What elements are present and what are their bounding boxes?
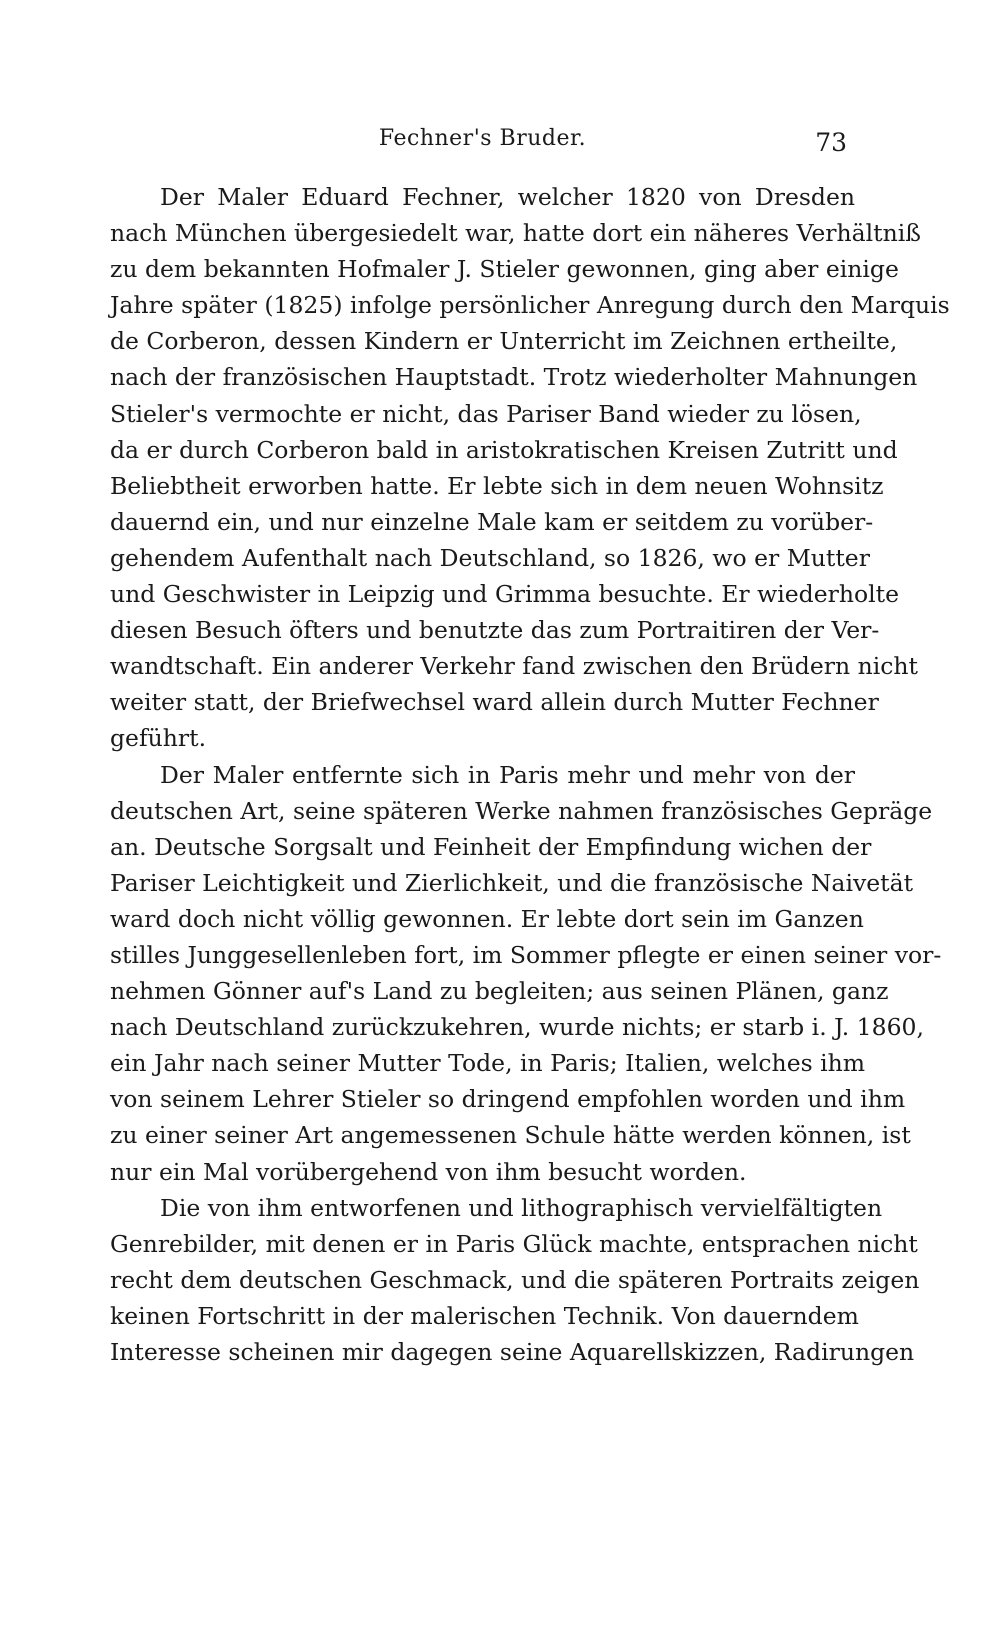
page-number: 73 [815,128,847,157]
text-line: zu dem bekannten Hofmaler J. Stieler gewonnen, ging aber einige [110,255,899,284]
text-line: von seinem Lehrer Stieler so dringend empfohlen worden und ihm [110,1085,906,1114]
running-head [110,126,855,160]
body-text [110,179,950,1370]
text-line: Pariser Leichtigkeit und Zierlichkeit, und die französische Naivetät [110,868,914,897]
text-line: Genrebilder, mit denen er in Paris Glück machte, entsprachen nicht [110,1229,918,1258]
text-line: zu einer seiner Art angemessenen Schule hätte werden können, ist [110,1121,911,1150]
text-line: Die von ihm entworfenen und lithographisch vervielfältigten [160,1193,883,1222]
running-title: Fechner's Bruder. [378,126,587,151]
text-line: Beliebtheit erworben hatte. Er lebte sich in dem neuen Wohnsitz [110,471,884,500]
text-line: geführt. [110,724,207,753]
text-line: Der Maler Eduard Fechner, welcher 1820 von Dresden [160,183,855,211]
paragraph-2 [110,757,942,1190]
text-line: recht dem deutschen Geschmack, und die späteren Portraits zeigen [110,1265,920,1294]
text-line: nehmen Gönner auf's Land zu begleiten; aus seinen Plänen, ganz [110,977,889,1006]
text-line: gehendem Aufenthalt nach Deutschland, so 1826, wo er Mutter [110,543,870,572]
text-line: Der Maler entfernte sich in Paris mehr und mehr von der [160,760,855,789]
text-line: Interesse scheinen mir dagegen seine Aquarellskizzen, Radirungen [110,1338,915,1366]
text-line: nur ein Mal vorübergehend von ihm besucht worden. [110,1157,747,1186]
text-line: ward doch nicht völlig gewonnen. Er lebte dort sein im Ganzen [110,904,864,933]
text-line: keinen Fortschritt in der malerischen Technik. Von dauerndem [110,1301,859,1330]
text-line: nach München übergesiedelt war, hatte dort ein näheres Verhältniß [110,219,921,248]
text-line: diesen Besuch öfters und benutzte das zum Portraitiren der Ver- [110,616,880,645]
text-line: ein Jahr nach seiner Mutter Tode, in Paris; Italien, welches ihm [110,1049,866,1078]
text-line: und Geschwister in Leipzig und Grimma besuchte. Er wiederholte [110,580,899,609]
text-line: stilles Junggesellenleben fort, im Sommer pflegte er einen seiner vor- [110,940,942,969]
text-line: deutschen Art, seine späteren Werke nahmen französisches Gepräge [110,796,933,825]
text-line: dauernd ein, und nur einzelne Male kam er seitdem zu vorüber- [110,507,874,536]
text-line: Stieler's vermochte er nicht, das Pariser Band wieder zu lösen, [110,399,862,428]
text-line: weiter statt, der Briefwechsel ward allein durch Mutter Fechner [110,688,879,717]
text-line: Jahre später (1825) infolge persönlicher Anregung durch den Marquis [110,291,950,320]
text-line: da er durch Corberon bald in aristokratischen Kreisen Zutritt und [110,435,898,464]
paragraph-3 [110,1190,920,1370]
text-line: an. Deutsche Sorgsalt und Feinheit der Empfindung wichen der [110,832,872,861]
text-line: wandtschaft. Ein anderer Verkehr fand zwischen den Brüdern nicht [110,652,918,681]
text-line: nach der französischen Hauptstadt. Trotz wiederholter Mahnungen [110,363,918,392]
paragraph-1 [110,179,950,757]
text-line: nach Deutschland zurückzukehren, wurde nichts; er starb i. J. 1860, [110,1013,924,1042]
text-line: de Corberon, dessen Kindern er Unterricht im Zeichnen ertheilte, [110,327,898,356]
